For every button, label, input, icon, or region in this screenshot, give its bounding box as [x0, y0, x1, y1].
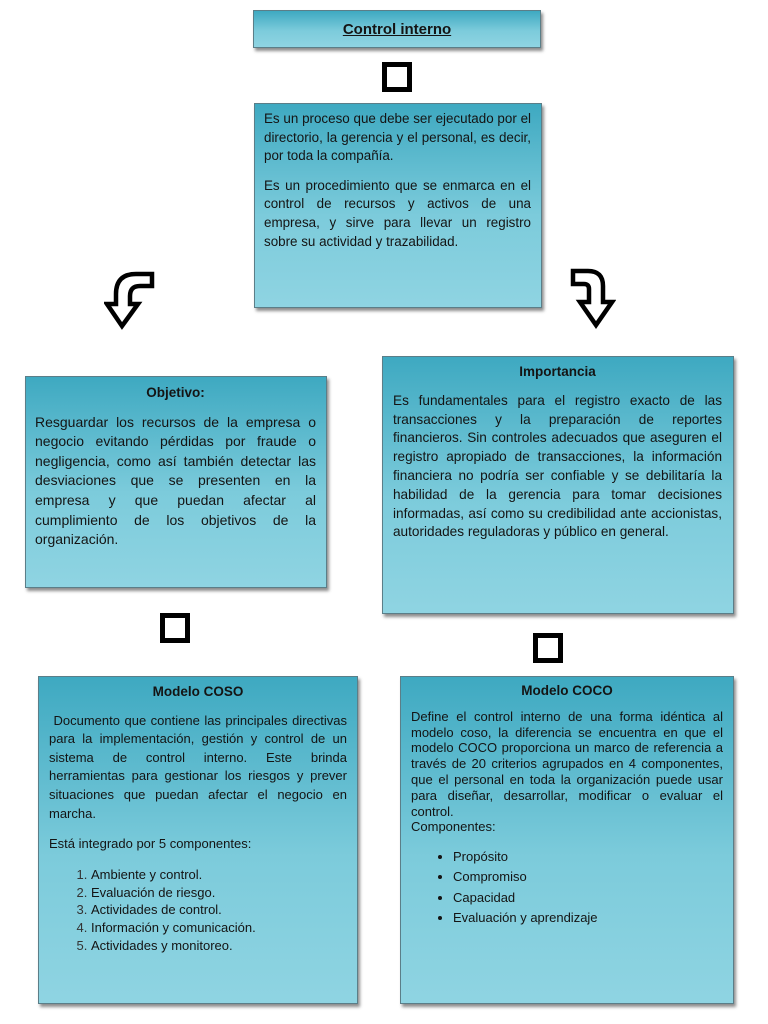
- objetivo-box: [25, 376, 327, 588]
- importancia-box: [382, 356, 734, 614]
- square-connector-icon: [382, 62, 412, 92]
- coco-text: Define el control interno de una forma idéntica al modelo coso, la diferencia se encuentra en que el modelo COCO proporciona un marco de referencia a través de 20 criterios agrupados en 4 componentes, que el personal en toda la organización puede usar para diseñar, desarrollar, modificar o evaluar el control.: [411, 708, 723, 819]
- square-connector-icon: [160, 613, 190, 643]
- coso-heading: Modelo COSO: [152, 684, 244, 699]
- list-item: 3. Actividades de control.: [91, 901, 347, 919]
- definition-paragraph: Es un proceso que debe ser ejecutado por el directorio, la gerencia y el personal, es decir, por toda la compañía.: [264, 111, 531, 164]
- diagram-title: Control interno: [342, 20, 452, 38]
- coco-components-list: [411, 847, 723, 928]
- list-item: • Evaluación y aprendizaje: [453, 908, 723, 928]
- list-item: 1. Ambiente y control.: [91, 866, 347, 884]
- curved-arrow-down-right-icon: [568, 268, 616, 330]
- list-item: 2. Evaluación de riesgo.: [91, 884, 347, 902]
- list-item: • Propósito: [453, 847, 723, 867]
- coco-heading: Modelo COCO: [521, 683, 613, 698]
- importancia-text: Es fundamentales para el registro exacto de las transacciones y la preparación de reportes financieros. Sin controles adecuados que aseguren el registro apropiado de transacciones, la información financiera no podría ser confiable y se debilitaría la habilidad de la gerencia para tomar decisiones informadas, así como su credibilidad ante accionistas, autoridades reguladoras y público en general.: [393, 392, 722, 540]
- definition-box: [254, 103, 542, 308]
- coso-components-list: [49, 866, 347, 955]
- coso-text: Documento que contiene las principales directivas para la implementación, gestión y control de un sistema de control interno. Este brinda herramientas para gestionar los riesgos y prever situaciones que puedan afectar el negocio en marcha.: [49, 712, 351, 821]
- coco-box: [400, 676, 734, 1004]
- list-item: 4. Información y comunicación.: [91, 919, 347, 937]
- square-connector-icon: [533, 633, 563, 663]
- list-item: • Capacidad: [453, 888, 723, 908]
- list-item: • Compromiso: [453, 867, 723, 887]
- objetivo-text: Resguardar los recursos de la empresa o negocio evitando pérdidas por fraude o negligencia, como así también detectar las desviaciones que se presenten en la empresa y que puedan afectar al cumplimiento de los objetivos de la organización.: [35, 413, 316, 548]
- curved-arrow-down-left-icon: [104, 270, 156, 330]
- importancia-heading: Importancia: [519, 364, 596, 379]
- title-box: [253, 10, 541, 48]
- objetivo-heading: Objetivo:: [146, 385, 205, 400]
- definition-paragraph: Es un procedimiento que se enmarca en el control de recursos y activos de una empresa, y sirve para llevar un registro sobre su actividad y trazabilidad.: [264, 177, 531, 249]
- coso-box: [38, 676, 358, 1004]
- list-item: 5. Actividades y monitoreo.: [91, 937, 347, 955]
- coso-intro: Está integrado por 5 componentes:: [49, 836, 252, 852]
- coco-components-label: Componentes:: [411, 819, 496, 835]
